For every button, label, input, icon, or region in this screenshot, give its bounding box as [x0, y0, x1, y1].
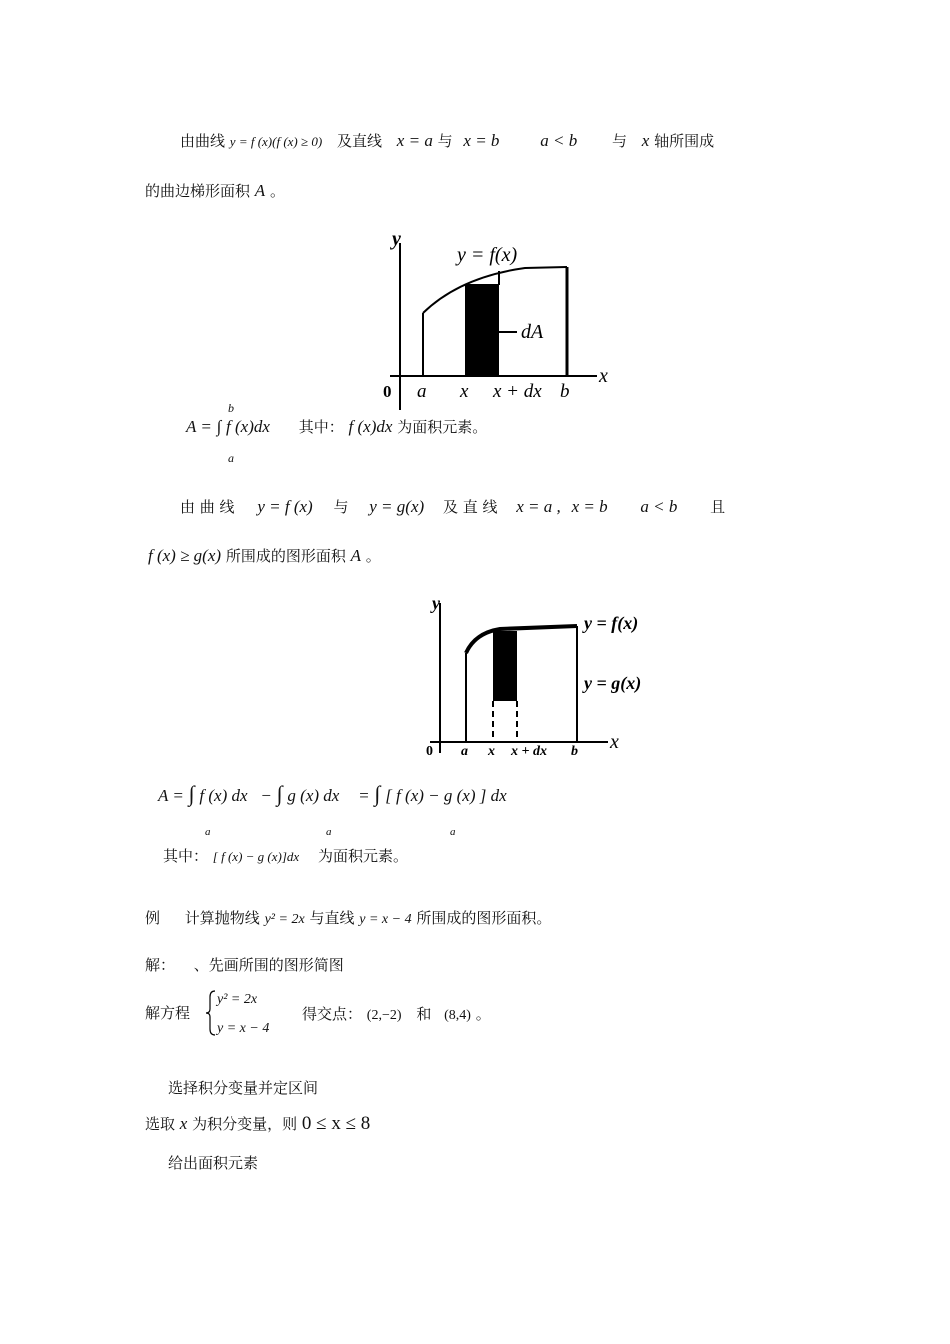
- choose-mid: 为积分变量，则: [192, 1115, 298, 1133]
- fig2-tick-xdx: x + dx: [511, 744, 547, 759]
- formula2-lower-1: a: [205, 826, 211, 838]
- fig1-tick-xdx: x + dx: [493, 381, 542, 402]
- fig2-tick-0: 0: [426, 744, 433, 759]
- example-text1: 计算抛物线: [184, 909, 260, 927]
- choose-prefix: 选取: [145, 1115, 176, 1133]
- fig2-y-axis-label: y: [432, 593, 440, 613]
- fig1-tick-b: b: [560, 381, 570, 402]
- paragraph-2: [180, 497, 725, 517]
- fig2-tick-a: a: [461, 744, 468, 759]
- p2-and1: 与: [333, 498, 349, 516]
- formula1-element: f (x)dx: [348, 417, 393, 436]
- p2-gx: y = g(x): [369, 497, 425, 516]
- formula2-term2: g (x) dx: [287, 786, 340, 805]
- fig1-tick-0: 0: [383, 382, 392, 401]
- formula2-line: [158, 781, 507, 806]
- system-brace: [205, 989, 217, 1037]
- solution-label: 解：: [145, 956, 176, 974]
- formula1-line: [186, 417, 487, 437]
- choose-xvar: x: [179, 1114, 188, 1133]
- p1-xvar: x: [641, 131, 650, 150]
- solution-step1-text: 、先画所围的图形简图: [193, 956, 344, 974]
- p2-altb: a < b: [640, 497, 678, 516]
- formula1-integrand: f (x)dx: [226, 417, 270, 436]
- formula1-lower: a: [228, 451, 234, 465]
- formula2-minus: −: [260, 786, 272, 805]
- p2-mid: 及 直 线: [442, 498, 498, 516]
- formula2-integral-1: ∫: [188, 781, 195, 806]
- p1-mid: 及直线: [337, 132, 383, 150]
- fig2-g-label: y = g(x): [584, 673, 642, 693]
- p1-A: A: [254, 181, 266, 200]
- example-text2: 与直线: [309, 909, 355, 927]
- solution-step2: 选择积分变量并定区间: [168, 1079, 319, 1097]
- fig1-y-axis-label: y: [392, 228, 401, 250]
- p2-xb: x = b: [571, 497, 608, 516]
- formula1-integral-sign: ∫: [216, 417, 222, 436]
- choose-line: [145, 1114, 370, 1134]
- p2-period: 。: [365, 547, 381, 565]
- p1-expr: y = f (x)(f (x) ≥ 0): [229, 134, 323, 149]
- p2-xa: x = a ,: [516, 497, 561, 516]
- intersection-line: [302, 1004, 491, 1026]
- solution-step1: [145, 955, 344, 975]
- fig1-curve-label: y = f(x): [457, 244, 518, 266]
- p2-fx: y = f (x): [257, 497, 313, 516]
- p1-altb: a < b: [540, 131, 578, 150]
- solution-step3: 给出面积元素: [168, 1154, 259, 1172]
- p2-A: A: [350, 546, 362, 565]
- example-text3: 所围成的图形面积。: [416, 909, 552, 927]
- formula1-note-prefix: 其中：: [298, 418, 344, 436]
- example-label: 例: [145, 909, 161, 927]
- formula1-lhs: A =: [186, 417, 212, 436]
- point-1: (2,−2): [366, 1008, 402, 1023]
- fig1-x-axis-label: x: [599, 365, 608, 387]
- p2-suffix: 所围成的图形面积: [225, 547, 346, 565]
- formula2-lower-2: a: [326, 826, 332, 838]
- p1-xa: x = a: [396, 131, 433, 150]
- solve-label: 解方程: [145, 1004, 191, 1022]
- fig2-tick-x: x: [488, 744, 495, 759]
- paragraph-1-line2: [145, 181, 285, 201]
- p1-and1: 与: [437, 132, 453, 150]
- fig1-tick-a: a: [417, 381, 427, 402]
- p2-cond: f (x) ≥ g(x): [148, 546, 222, 565]
- p1-suffix: 轴所围成: [654, 132, 715, 150]
- system-eq2: y = x − 4: [217, 1021, 270, 1036]
- point-2: (8,4): [444, 1008, 471, 1023]
- p1-line2: 的曲边梯形面积: [145, 182, 251, 200]
- p2-and2: 且: [710, 498, 726, 516]
- fig1-area-strip: [465, 285, 499, 376]
- formula2-note-prefix: 其中：: [163, 847, 209, 865]
- solution-period: 。: [475, 1005, 491, 1023]
- formula2-element: [ f (x) − g (x)]dx: [212, 849, 300, 864]
- fig1-dA-label: dA: [521, 321, 544, 343]
- formula2-note-suffix: 为面积元素。: [317, 847, 408, 865]
- fig2-tick-b: b: [571, 744, 578, 759]
- and-word: 和: [416, 1005, 432, 1023]
- formula2-term1: f (x) dx: [199, 786, 248, 805]
- result-label: 得交点：: [302, 1005, 363, 1023]
- choose-range: 0 ≤ x ≤ 8: [301, 1113, 371, 1134]
- p1-and2: 与: [611, 132, 627, 150]
- formula1-upper: b: [228, 401, 234, 415]
- example-parabola: y² = 2x: [264, 912, 305, 927]
- p1-xb: x = b: [463, 131, 500, 150]
- example-line-eq: y = x − 4: [359, 912, 412, 927]
- example-line: [145, 908, 551, 930]
- formula2-note: [163, 846, 408, 867]
- p1-prefix: 由曲线: [180, 132, 226, 150]
- formula2-integral-2: ∫: [276, 781, 283, 806]
- fig2-f-label: y = f(x): [584, 613, 639, 633]
- fig2-area-strip: [493, 631, 517, 701]
- paragraph-1: [180, 131, 714, 152]
- formula2-term3: [ f (x) − g (x) ] dx: [385, 786, 507, 805]
- formula1-note-suffix: 为面积元素。: [397, 418, 488, 436]
- fig2-x-axis-label: x: [610, 731, 619, 753]
- system-eq1: y² = 2x: [217, 992, 258, 1007]
- p1-period: 。: [269, 182, 285, 200]
- formula2-integral-3: ∫: [374, 781, 381, 806]
- figure-1: [375, 225, 635, 415]
- p2-prefix: 由 曲 线: [180, 498, 235, 516]
- formula2-lower-3: a: [450, 826, 456, 838]
- fig1-tick-x: x: [460, 381, 469, 402]
- paragraph-2-line2: [148, 546, 381, 566]
- formula2-lhs: A =: [158, 786, 184, 805]
- formula2-eq: =: [358, 786, 370, 805]
- figure-2: [420, 593, 680, 763]
